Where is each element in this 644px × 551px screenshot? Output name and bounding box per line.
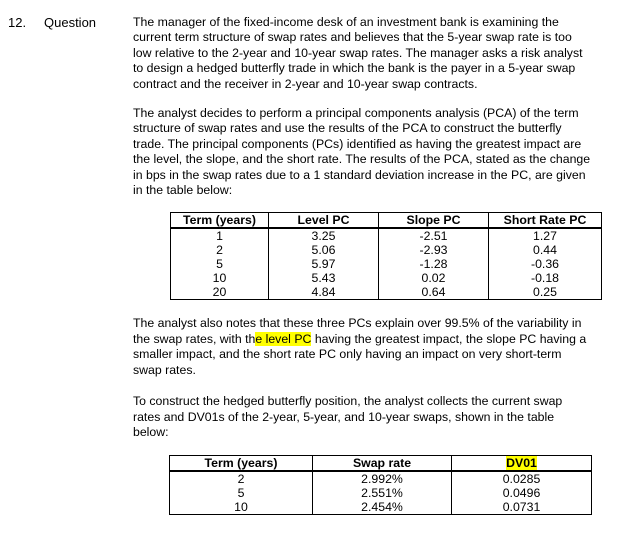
table-cell: 10 [170, 500, 313, 515]
text-line: current term structure of swap rates and believes that the 5-year swap rate is too [133, 30, 572, 45]
text-line: rates and DV01s of the 2-year, 5-year, and 10-year swaps, shown in the table [133, 409, 555, 424]
table-row [171, 228, 602, 243]
table-cell: 0.02 [379, 271, 489, 285]
swap-table [169, 455, 592, 515]
table-cell: 5 [170, 486, 313, 500]
table-cell: 2.992% [313, 471, 452, 486]
text-line: The analyst also notes that these three PCs explain over 99.5% of the variability in [133, 316, 582, 331]
text-segment: the swap rates, with th [133, 331, 256, 346]
table-header-row [170, 456, 592, 472]
table-row [171, 285, 602, 300]
text-line: smaller impact, and the short rate PC only having an impact on very short-term [133, 347, 562, 362]
table-cell: 2 [171, 243, 269, 257]
table-row [170, 471, 592, 486]
text-line: contract and the receiver in 2-year and 10-year swap contracts. [133, 76, 478, 91]
text-line: in bps in the swap rates due to a 1 standard deviation increase in the PC, are given [133, 167, 586, 182]
text-line: The manager of the fixed-income desk of an investment bank is examining the [133, 15, 559, 29]
text-line: low relative to the 2-year and 10-year swap rates. The manager asks a risk analyst [133, 45, 583, 60]
question-body [133, 15, 633, 515]
header-level-pc: Level PC [269, 213, 379, 229]
text-line [133, 332, 633, 347]
table-cell: 1.27 [489, 228, 602, 243]
header-slope-pc: Slope PC [379, 213, 489, 229]
highlighted-text: e level PC [255, 331, 312, 346]
table-row [171, 257, 602, 271]
table-cell: 2.454% [313, 500, 452, 515]
text-line: the level, the slope, and the short rate. The results of the PCA, stated as the change [133, 152, 591, 167]
table-row [170, 486, 592, 500]
table-cell: -2.51 [379, 228, 489, 243]
table-cell: 5 [171, 257, 269, 271]
table-header-row [171, 213, 602, 229]
pca-table [170, 212, 602, 300]
table-cell: 5.97 [269, 257, 379, 271]
table-cell: -0.18 [489, 271, 602, 285]
table-cell: 10 [171, 271, 269, 285]
paragraph-intro [133, 15, 633, 92]
text-line: in the table below: [133, 183, 233, 198]
table-cell: 2.551% [313, 486, 452, 500]
header-short-rate-pc: Short Rate PC [489, 213, 602, 229]
table-row [170, 500, 592, 515]
text-line: to design a hedged butterfly trade in which the bank is the payer in a 5-year swap [133, 61, 576, 76]
table-cell: 5.06 [269, 243, 379, 257]
table-cell: 0.0285 [452, 471, 592, 486]
table-cell: 0.44 [489, 243, 602, 257]
table-cell: 20 [171, 285, 269, 300]
table-cell: 0.0731 [452, 500, 592, 515]
table-cell: -0.36 [489, 257, 602, 271]
text-line: trade. The principal components (PCs) identified as having the greatest impact are [133, 136, 582, 151]
table-cell: 1 [171, 228, 269, 243]
header-term: Term (years) [171, 213, 269, 229]
table-row [171, 271, 602, 285]
table-cell: -1.28 [379, 257, 489, 271]
text-line: structure of swap rates and use the results of the PCA to construct the butterfly [133, 121, 562, 136]
table-row [171, 243, 602, 257]
table-cell: 0.64 [379, 285, 489, 300]
table-cell: 0.25 [489, 285, 602, 300]
question-number: 12. [8, 15, 27, 30]
table-cell: 0.0496 [452, 486, 592, 500]
paragraph-dv01 [133, 394, 633, 440]
text-line: The analyst decides to perform a principal components analysis (PCA) of the term [133, 106, 579, 121]
table-cell: 3.25 [269, 228, 379, 243]
question-label: Question [44, 15, 97, 30]
highlighted-text: DV01 [506, 456, 537, 471]
text-line: swap rates. [133, 362, 196, 377]
header-dv01 [452, 456, 592, 472]
header-swap-rate: Swap rate [313, 456, 452, 472]
text-segment: having the greatest impact, the slope PC having a [311, 331, 587, 346]
paragraph-pca [133, 106, 633, 198]
text-line: To construct the hedged butterfly position, the analyst collects the current swap [133, 394, 563, 409]
paragraph-variability [133, 316, 633, 378]
text-line: below: [133, 424, 169, 439]
table-cell: 5.43 [269, 271, 379, 285]
table-cell: -2.93 [379, 243, 489, 257]
table-cell: 4.84 [269, 285, 379, 300]
table-cell: 2 [170, 471, 313, 486]
header-term: Term (years) [170, 456, 313, 472]
